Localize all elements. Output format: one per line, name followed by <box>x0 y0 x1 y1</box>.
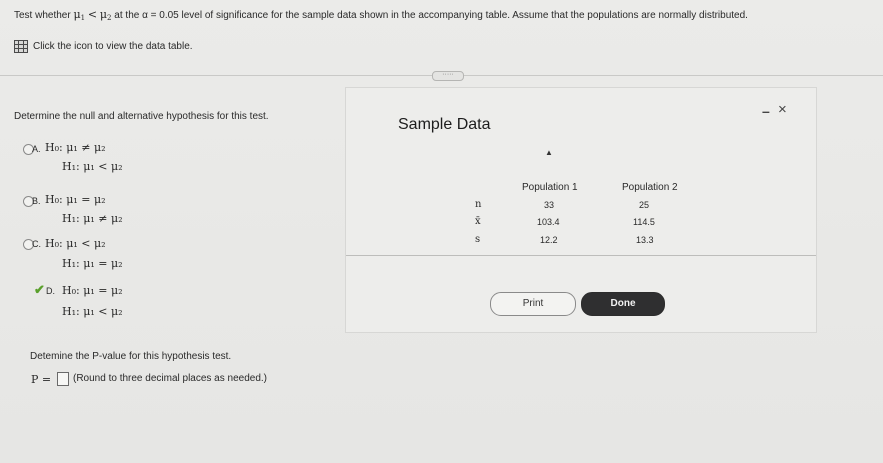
cell-xbar-pop1: 103.4 <box>537 217 560 227</box>
cell-n-pop2: 25 <box>639 200 650 210</box>
option-b-h0: H₀: μ₁ = μ₂ <box>45 193 106 206</box>
column-header-pop2: Population 2 <box>622 182 678 193</box>
mu1-symbol: μ <box>73 8 81 21</box>
selected-checkmark-icon: ✔ <box>34 282 45 297</box>
print-button[interactable]: Print <box>490 292 576 316</box>
option-d-letter: D. <box>46 286 55 296</box>
question-pre: Test whether <box>14 10 71 21</box>
cell-s-pop1: 12.2 <box>540 235 558 245</box>
option-b-letter: B. <box>32 196 41 206</box>
pvalue-prompt: Detemine the P-value for this hypothesis test. <box>30 351 232 362</box>
dialog-title: Sample Data <box>398 116 491 133</box>
hypothesis-prompt: Determine the null and alternative hypothesis for this test. <box>14 111 269 122</box>
pvalue-input[interactable] <box>57 372 69 386</box>
row-label-n: n <box>475 199 482 210</box>
option-b-h1: H₁: μ₁ ≠ μ₂ <box>62 212 123 225</box>
option-d-h0: H₀: μ₁ = μ₂ <box>62 284 123 297</box>
column-header-pop1: Population 1 <box>522 182 578 193</box>
done-button[interactable]: Done <box>581 292 665 316</box>
option-a-h1: H₁: μ₁ < μ₂ <box>62 160 123 173</box>
close-icon[interactable]: × <box>778 101 787 118</box>
mouse-cursor-icon: ▲ <box>545 148 553 157</box>
option-c-h0: H₀: μ₁ < μ₂ <box>45 237 106 250</box>
pvalue-label: P = <box>31 373 52 386</box>
cell-s-pop2: 13.3 <box>636 235 654 245</box>
cell-xbar-pop2: 114.5 <box>633 217 655 227</box>
row-label-xbar: x̄ <box>475 216 481 227</box>
option-c-h1: H₁: μ₁ = μ₂ <box>62 257 123 270</box>
cell-n-pop1: 33 <box>544 200 555 210</box>
question-text: Test whether $\mu_1 < \mu_2$ at the α = 0.05 level of significance for the sample data shown in the accompanying table. Assume that the populations are normally distributed. <box>14 8 748 22</box>
mu2-symbol: μ <box>99 8 108 21</box>
rounding-note: (Round to three decimal places as needed.) <box>73 373 268 384</box>
question-post: at the α = 0.05 level of significance for the sample data shown in the accompanying table. Assume that the populations are normally distributed. <box>114 10 748 21</box>
divider-handle[interactable]: ····· <box>432 71 464 81</box>
dialog-separator <box>346 255 816 256</box>
option-a-h0: H₀: μ₁ ≠ μ₂ <box>45 141 106 154</box>
relation-symbol: < <box>87 8 98 21</box>
option-c-letter: C. <box>32 239 41 249</box>
option-a-letter: A. <box>32 144 41 154</box>
option-d-h1: H₁: μ₁ < μ₂ <box>62 305 123 318</box>
row-label-s: s <box>475 234 481 245</box>
minimize-icon[interactable]: – <box>762 103 770 119</box>
data-table-icon[interactable] <box>14 40 28 53</box>
click-instruction: Click the icon to view the data table. <box>33 41 193 52</box>
